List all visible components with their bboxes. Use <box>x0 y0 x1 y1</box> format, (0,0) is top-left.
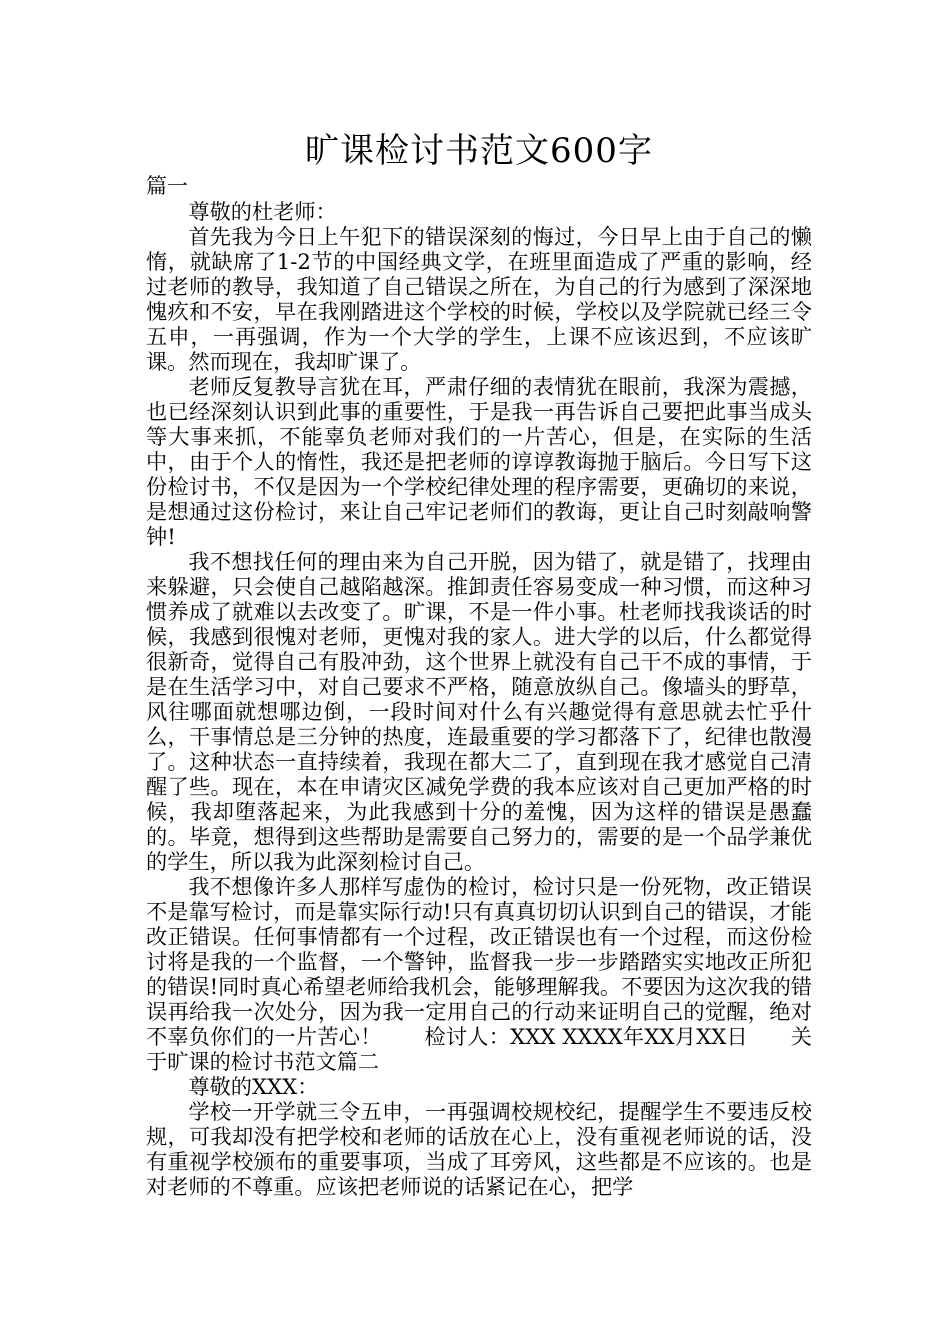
body-paragraph-3: 我不想找任何的理由来为自己开脱，因为错了，就是错了，找理由来躲避，只会使自己越陷越深。推卸责任容易变成一种习惯，而这种习惯养成了就难以去改变了。旷课，不是一件小事。杜老师找我谈话的时候，我感到很愧对老师，更愧对我的家人。进大学的以后，什么都觉得很新奇，觉得自己有股冲劲，这个世界上就没有自己干不成的事情，于是在生活学习中，对自己要求不严格，随意放纵自己。像墙头的野草，风往哪面就想哪边倒，一段时间对什么有兴趣觉得有意思就去忙乎什么，干事情总是三分钟的热度，连最重要的学习都落下了，纪律也散漫了。这种状态一直持续着，我现在都大二了，直到现在我才感觉自己清醒了些。现在，本在申请灾区减免学费的我本应该对自己更加严格的时候，我却堕落起来，为此我感到十分的羞愧，因为这样的错误是愚蠢的。毕竟，想得到这些帮助是需要自己努力的，需要的是一个品学兼优的学生，所以我为此深刻检讨自己。 <box>146 549 812 874</box>
body-paragraph-1: 首先我为今日上午犯下的错误深刻的悔过，今日早上由于自己的懒惰，就缺席了1-2节的中国经典文学，在班里面造成了严重的影响，经过老师的教导，我知道了自己错误之所在，为自己的行为感到了深深地愧疚和不安，早在我刚踏进这个学校的时候，学校以及学院就已经三令五申，一再强调，作为一个大学的学生，上课不应该迟到，不应该旷课。然而现在，我却旷课了。 <box>146 224 812 374</box>
document-page <box>146 128 812 1199</box>
salutation-paragraph: 尊敬的杜老师： <box>188 199 337 224</box>
section-label: 篇一 <box>146 174 188 198</box>
body-paragraph-2: 老师反复教导言犹在耳，严肃仔细的表情犹在眼前，我深为震撼，也已经深刻认识到此事的重要性，于是我一再告诉自己要把此事当成头等大事来抓，不能辜负老师对我们的一片苦心，但是，在实际的生活中，由于个人的惰性，我还是把老师的谆谆教诲抛于脑后。今日写下这份检讨书，不仅是因为一个学校纪律处理的程序需要，更确切的来说，是想通过这份检讨，来让自己牢记老师们的教诲，更让自己时刻敲响警钟! <box>146 374 812 549</box>
body-paragraph-4: 我不想像许多人那样写虚伪的检讨，检讨只是一份死物，改正错误不是靠写检讨，而是靠实际行动!只有真真切切认识到自己的错误，才能改正错误。任何事情都有一个过程，改正错误也有一个过程，而这份检讨将是我的一个监督，一个警钟，监督我一步一步踏踏实实地改正所犯的错误!同时真心希望老师给我机会，能够理解我。不要因为这次我的错误再给我一次处分，因为我一定用自己的行动来证明自己的觉醒，绝对不辜负你们的一片苦心！ 检讨人：XXX XXXX年XX月XX日 关于旷课的检讨书范文篇二 <box>146 874 812 1074</box>
body-paragraph-5: 学校一开学就三令五申，一再强调校规校纪，提醒学生不要违反校规，可我却没有把学校和老师的话放在心上，没有重视老师说的话，没有重视学校颁布的重要事项，当成了耳旁风，这些都是不应该的。也是对老师的不尊重。应该把老师说的话紧记在心，把学 <box>146 1099 812 1199</box>
document-title: 旷课检讨书范文600字 <box>305 131 653 171</box>
salutation-paragraph-2: 尊敬的XXX： <box>188 1074 319 1099</box>
